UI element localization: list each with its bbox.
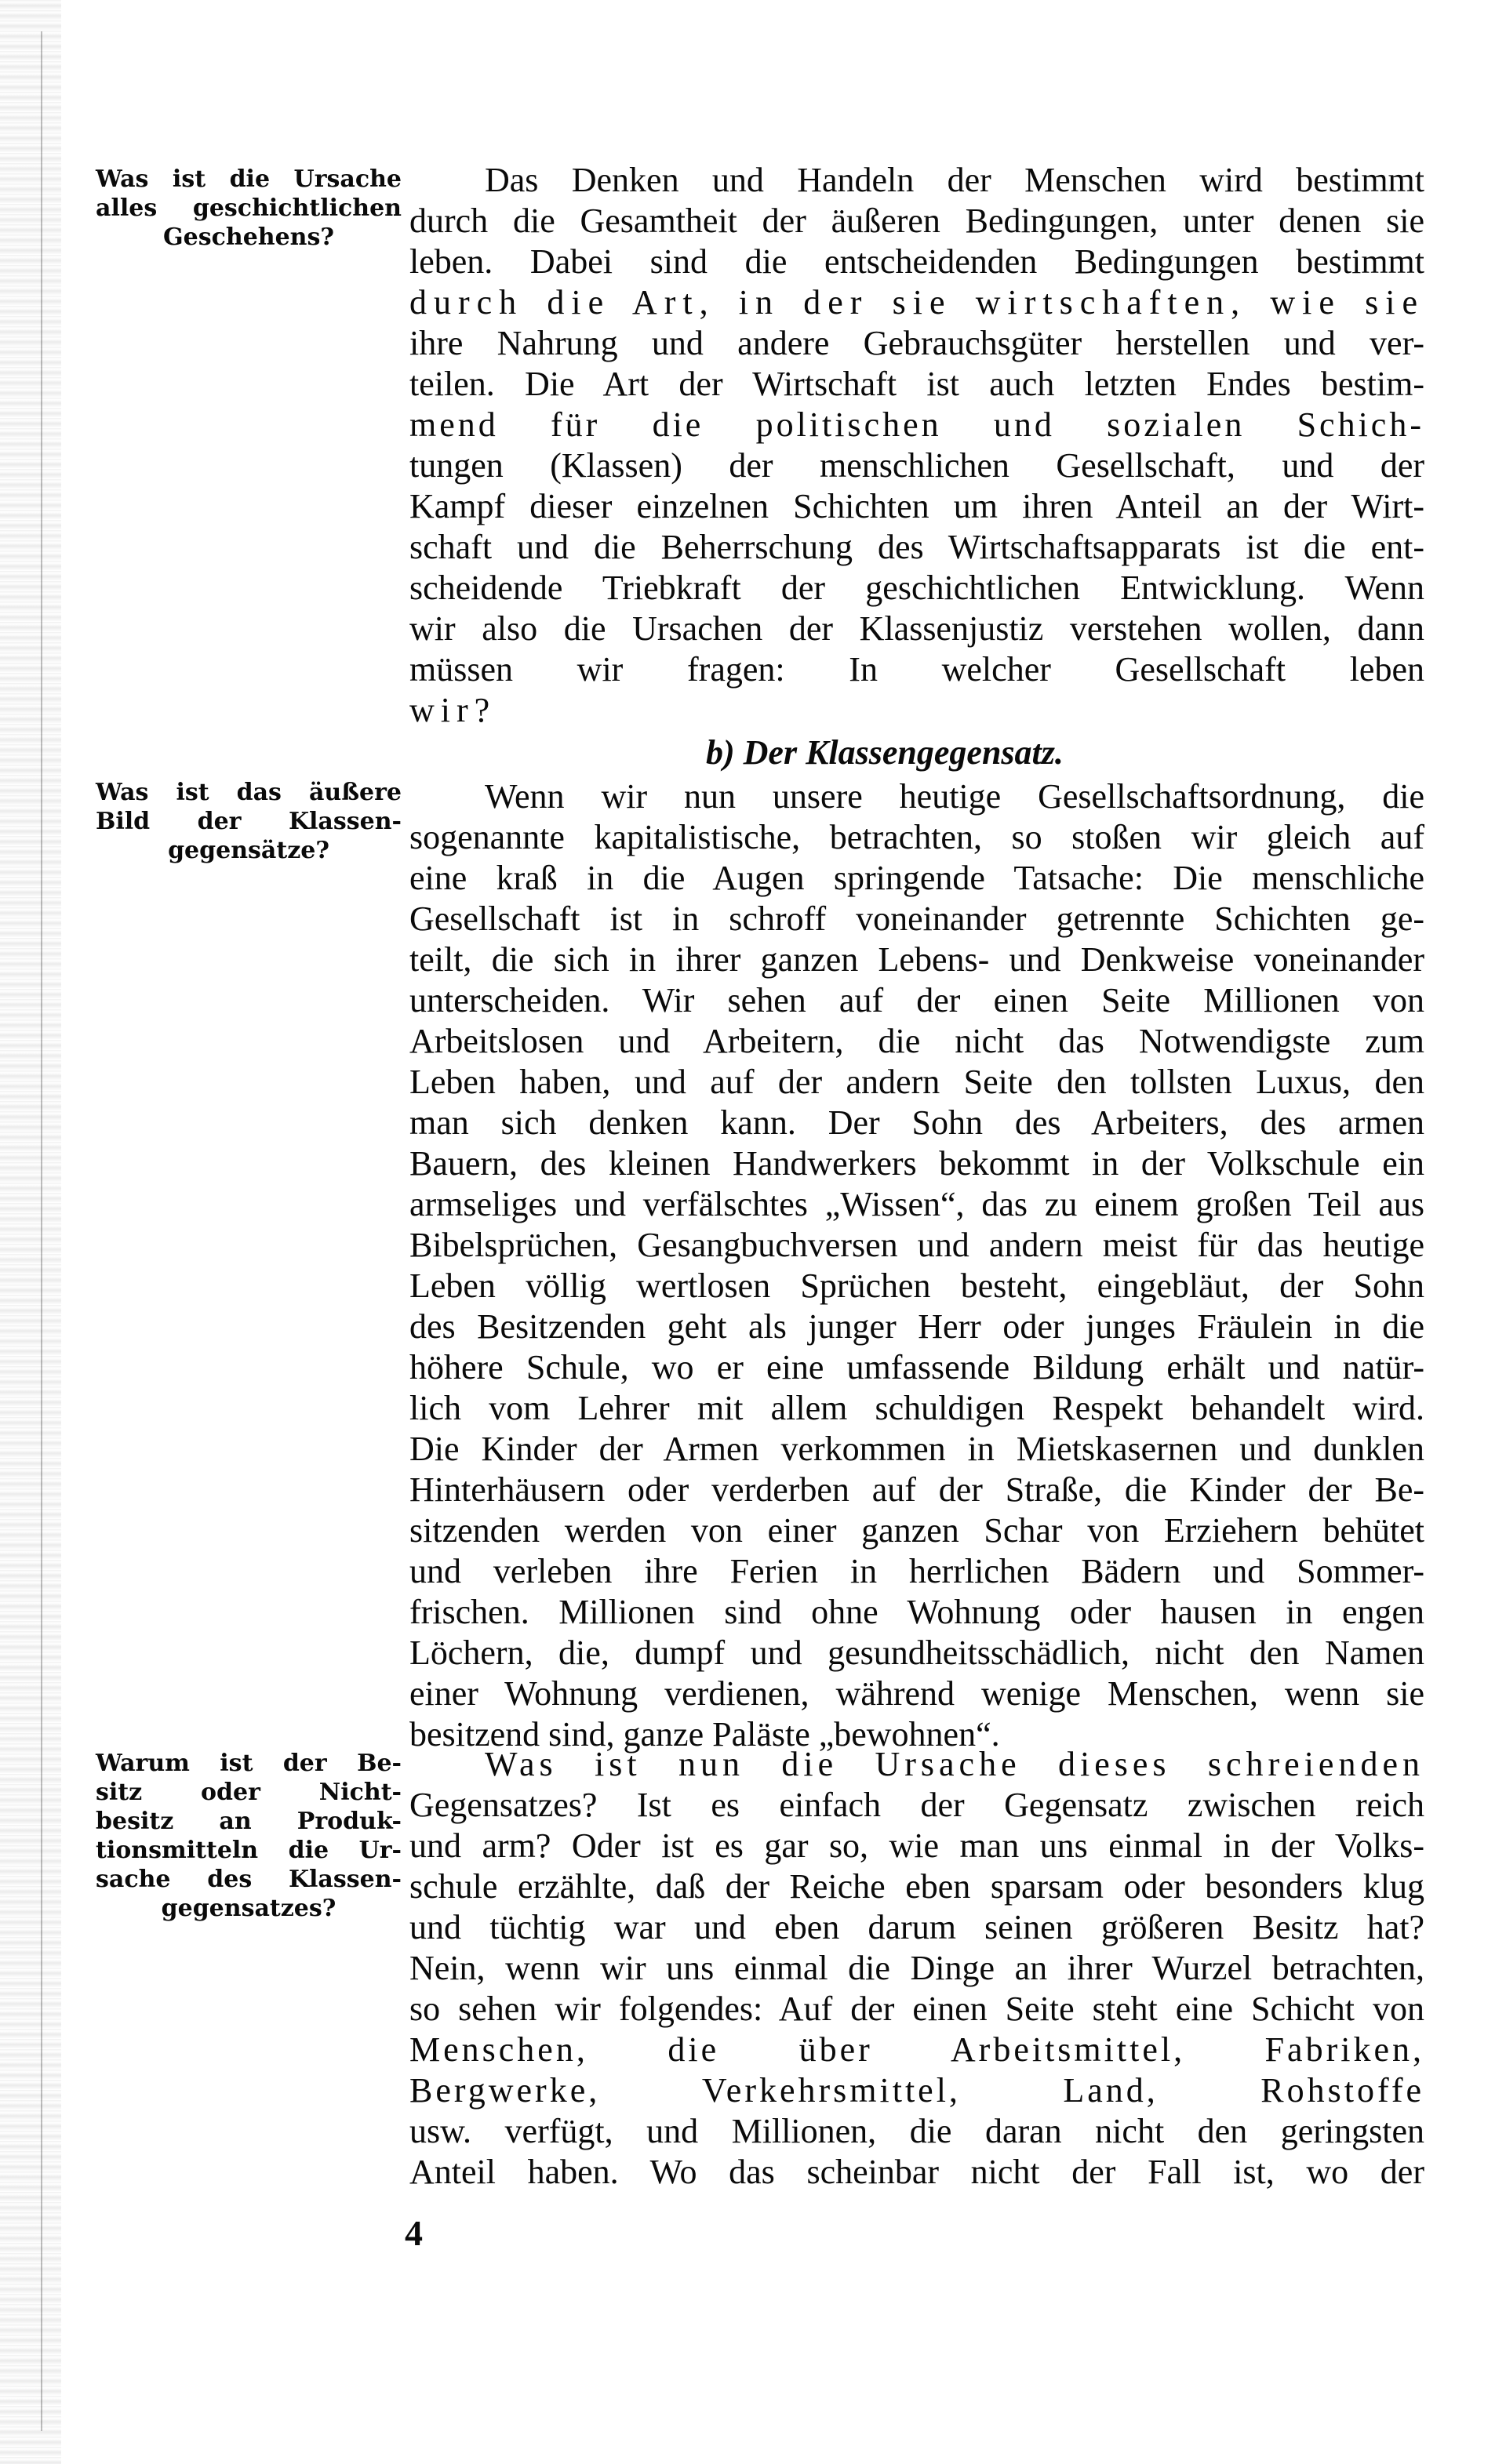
section-subheading: b) Der Klassengegensatz. — [706, 733, 1064, 772]
body-line: Das Denken und Handeln der Menschen wird bestimmt — [485, 161, 1424, 199]
body-paragraph-3 — [409, 1744, 1424, 2193]
margin-note-line: Was ist die Ursache — [96, 165, 402, 193]
body-line: durch die Art, in der sie wirtschaften, wie sie — [409, 283, 1424, 322]
body-line: Löchern, die, dumpf und gesundheitsschädlich, nicht den Namen — [409, 1634, 1424, 1672]
page-number: 4 — [405, 2213, 423, 2253]
body-line: sogenannte kapitalistische, betrachten, so stoßen wir gleich auf — [409, 818, 1424, 856]
body-line: Was ist nun die Ursache dieses schreienden — [485, 1745, 1424, 1783]
body-line: armseliges und verfälschtes „Wissen“, das zu einem großen Teil aus — [409, 1185, 1424, 1223]
margin-note-line: tionsmitteln die Ur- — [96, 1837, 402, 1864]
body-line: des Besitzenden geht als junger Herr oder junges Fräulein in die — [409, 1307, 1424, 1346]
margin-note-line: Warum ist der Be- — [96, 1750, 402, 1777]
body-line: teilt, die sich in ihrer ganzen Lebens- und Denkweise voneinander — [409, 940, 1424, 979]
body-line: sitzenden werden von einer ganzen Schar von Erziehern behütet — [409, 1511, 1424, 1550]
body-line: tungen (Klassen) der menschlichen Gesellschaft, und der — [409, 446, 1424, 485]
body-line: höhere Schule, wo er eine umfassende Bildung erhält und natür- — [409, 1348, 1424, 1386]
body-line: einer Wohnung verdienen, während wenige Menschen, wenn sie — [409, 1674, 1424, 1713]
body-line: Bauern, des kleinen Handwerkers bekommt in der Volkschule ein — [409, 1144, 1424, 1183]
body-line: wir also die Ursachen der Klassenjustiz verstehen wollen, dann — [409, 609, 1424, 648]
body-paragraph-1 — [409, 160, 1424, 731]
body-line: schule erzählte, daß der Reiche eben sparsam oder besonders klug — [409, 1867, 1424, 1906]
body-line: und arm? Oder ist es gar so, wie man uns einmal in der Volks- — [409, 1826, 1424, 1865]
margin-note-line: sitz oder Nicht- — [96, 1779, 402, 1806]
body-line: Menschen, die über Arbeitsmittel, Fabriken, — [409, 2030, 1424, 2069]
body-line: eine kraß in die Augen springende Tatsache: Die menschliche — [409, 859, 1424, 897]
body-line: durch die Gesamtheit der äußeren Bedingungen, unter denen sie — [409, 202, 1424, 240]
body-line: Bergwerke, Verkehrsmittel, Land, Rohstoffe — [409, 2071, 1424, 2110]
body-line: usw. verfügt, und Millionen, die daran nicht den geringsten — [409, 2112, 1424, 2150]
margin-note-line: gegensatzes? — [161, 1895, 336, 1922]
body-line: leben. Dabei sind die entscheidenden Bedingungen bestimmt — [409, 242, 1424, 281]
margin-note-ursache — [96, 165, 402, 252]
body-line: wir? — [409, 691, 497, 729]
body-paragraph-2 — [409, 776, 1424, 1755]
body-line: Anteil haben. Wo das scheinbar nicht der Fall ist, wo der — [409, 2153, 1424, 2191]
body-line: Kampf dieser einzelnen Schichten um ihren Anteil an der Wirt- — [409, 487, 1424, 525]
margin-note-line: sache des Klassen- — [96, 1866, 402, 1893]
body-line: so sehen wir folgendes: Auf der einen Seite steht eine Schicht von — [409, 1990, 1424, 2028]
margin-note-line: alles geschichtlichen — [96, 194, 402, 222]
body-line: frischen. Millionen sind ohne Wohnung oder hausen in engen — [409, 1593, 1424, 1631]
body-line: scheidende Triebkraft der geschichtlichen Entwicklung. Wenn — [409, 569, 1424, 607]
body-line: Leben haben, und auf der andern Seite den tollsten Luxus, den — [409, 1063, 1424, 1101]
body-line: Hinterhäusern oder verderben auf der Straße, die Kinder der Be- — [409, 1470, 1424, 1509]
margin-note-line: Geschehens? — [163, 224, 334, 251]
body-line: Bibelsprüchen, Gesangbuchversen und andern meist für das heutige — [409, 1226, 1424, 1264]
body-line: lich vom Lehrer mit allem schuldigen Respekt behandelt wird. — [409, 1389, 1424, 1427]
body-line: besitzend sind, ganze Paläste „bewohnen“. — [409, 1715, 1000, 1754]
body-line: Wenn wir nun unsere heutige Gesellschaftsordnung, die — [485, 777, 1424, 816]
body-line: müssen wir fragen: In welcher Gesellschaft leben — [409, 650, 1424, 689]
body-line: schaft und die Beherrschung des Wirtschaftsapparats ist die ent- — [409, 528, 1424, 566]
body-line: unterscheiden. Wir sehen auf der einen Seite Millionen von — [409, 981, 1424, 1019]
margin-note-line: Bild der Klassen- — [96, 808, 402, 835]
body-line: mend für die politischen und sozialen Schich- — [409, 405, 1424, 444]
margin-note-bild — [96, 778, 402, 865]
body-line: und verleben ihre Ferien in herrlichen Bädern und Sommer- — [409, 1552, 1424, 1590]
margin-note-line: gegensätze? — [168, 837, 329, 864]
margin-note-line: Was ist das äußere — [96, 779, 402, 806]
margin-note-line: besitz an Produk- — [96, 1808, 402, 1835]
body-line: Gegensatzes? Ist es einfach der Gegensatz zwischen reich — [409, 1786, 1424, 1824]
body-line: Die Kinder der Armen verkommen in Mietskasernen und dunklen — [409, 1430, 1424, 1468]
body-line: und tüchtig war und eben darum seinen größeren Besitz hat? — [409, 1908, 1424, 1946]
body-line: teilen. Die Art der Wirtschaft ist auch letzten Endes bestim- — [409, 365, 1424, 403]
body-line: Nein, wenn wir uns einmal die Dinge an ihrer Wurzel betrachten, — [409, 1949, 1424, 1987]
scan-edge-line — [41, 31, 42, 2431]
body-line: man sich denken kann. Der Sohn des Arbeiters, des armen — [409, 1103, 1424, 1142]
margin-note-besitz — [96, 1749, 402, 1923]
body-line: Leben völlig wertlosen Sprüchen besteht, eingebläut, der Sohn — [409, 1267, 1424, 1305]
scan-edge-noise — [0, 0, 61, 2464]
body-line: Gesellschaft ist in schroff voneinander getrennte Schichten ge- — [409, 899, 1424, 938]
body-line: Arbeitslosen und Arbeitern, die nicht das Notwendigste zum — [409, 1022, 1424, 1060]
body-line: ihre Nahrung und andere Gebrauchsgüter herstellen und ver- — [409, 324, 1424, 362]
